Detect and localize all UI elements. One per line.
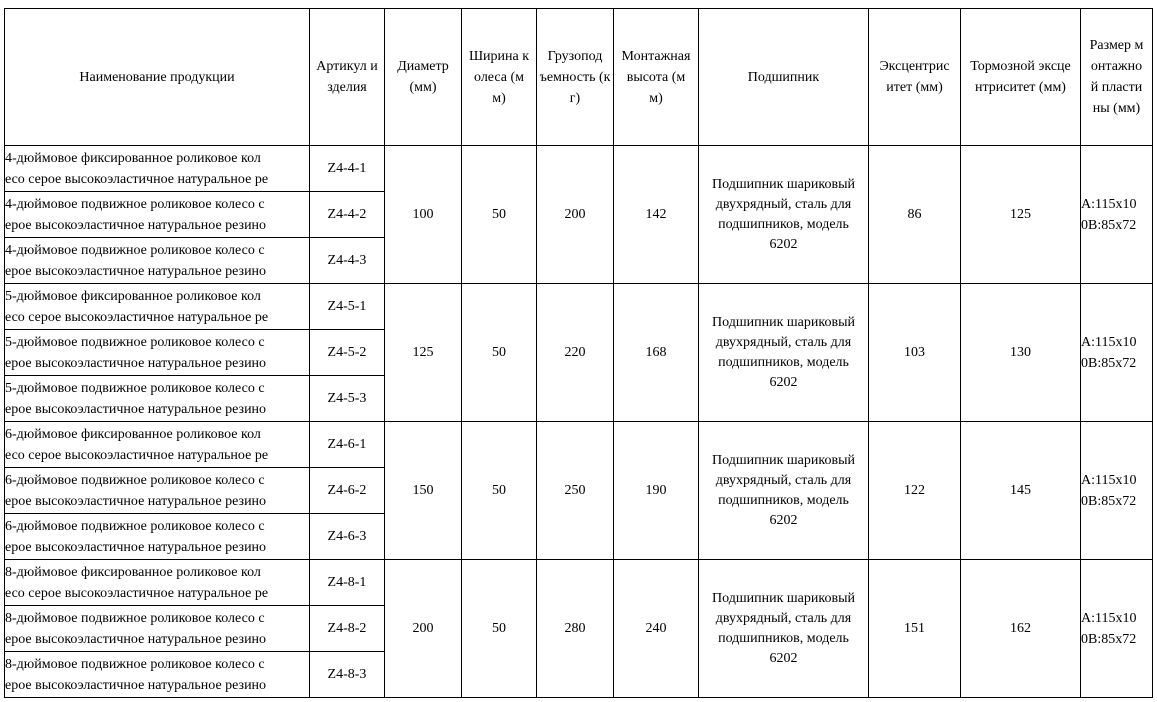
brake-eccentricity-cell: 162 bbox=[961, 560, 1081, 698]
product-name-cell: 4-дюймовое подвижное роликовое колесо с ерое высокоэластичное натуральное резино bbox=[5, 192, 310, 238]
mount-height-cell: 240 bbox=[614, 560, 699, 698]
header-brake-eccentricity: Тормозной эксце нтриситет (мм) bbox=[961, 9, 1081, 146]
width-cell: 50 bbox=[462, 422, 537, 560]
product-name-cell: 4-дюймовое подвижное роликовое колесо с ерое высокоэластичное натуральное резино bbox=[5, 238, 310, 284]
article-cell: Z4-6-3 bbox=[310, 514, 385, 560]
width-cell: 50 bbox=[462, 146, 537, 284]
product-name-cell: 6-дюймовое подвижное роликовое колесо с ерое высокоэластичное натуральное резино bbox=[5, 468, 310, 514]
header-bearing: Подшипник bbox=[699, 9, 869, 146]
article-cell: Z4-5-3 bbox=[310, 376, 385, 422]
product-name-cell: 8-дюймовое фиксированное роликовое кол есо серое высокоэластичное натуральное ре bbox=[5, 560, 310, 606]
article-cell: Z4-5-2 bbox=[310, 330, 385, 376]
capacity-cell: 280 bbox=[537, 560, 614, 698]
capacity-cell: 250 bbox=[537, 422, 614, 560]
capacity-cell: 200 bbox=[537, 146, 614, 284]
product-name-cell: 5-дюймовое подвижное роликовое колесо с ерое высокоэластичное натуральное резино bbox=[5, 376, 310, 422]
bearing-cell: Подшипник шариковый двухрядный, сталь для подшипников, модель 6202 bbox=[699, 422, 869, 560]
width-cell: 50 bbox=[462, 284, 537, 422]
product-name-cell: 6-дюймовое фиксированное роликовое кол есо серое высокоэластичное натуральное ре bbox=[5, 422, 310, 468]
plate-size-cell: A:115x10 0B:85x72 bbox=[1081, 146, 1153, 284]
article-cell: Z4-8-2 bbox=[310, 606, 385, 652]
header-article: Артикул и зделия bbox=[310, 9, 385, 146]
article-cell: Z4-5-1 bbox=[310, 284, 385, 330]
table-row bbox=[5, 560, 1153, 606]
header-name: Наименование продукции bbox=[5, 9, 310, 146]
width-cell: 50 bbox=[462, 560, 537, 698]
table-row bbox=[5, 284, 1153, 330]
product-name-cell: 8-дюймовое подвижное роликовое колесо с ерое высокоэластичное натуральное резино bbox=[5, 652, 310, 698]
mount-height-cell: 142 bbox=[614, 146, 699, 284]
mount-height-cell: 168 bbox=[614, 284, 699, 422]
eccentricity-cell: 86 bbox=[869, 146, 961, 284]
brake-eccentricity-cell: 145 bbox=[961, 422, 1081, 560]
table-row bbox=[5, 422, 1153, 468]
product-name-cell: 4-дюймовое фиксированное роликовое кол есо серое высокоэластичное натуральное ре bbox=[5, 146, 310, 192]
header-width: Ширина к олеса (м м) bbox=[462, 9, 537, 146]
product-name-cell: 8-дюймовое подвижное роликовое колесо с ерое высокоэластичное натуральное резино bbox=[5, 606, 310, 652]
product-name-cell: 6-дюймовое подвижное роликовое колесо с ерое высокоэластичное натуральное резино bbox=[5, 514, 310, 560]
table-row bbox=[5, 146, 1153, 192]
header-capacity: Грузопод ъемность (к г) bbox=[537, 9, 614, 146]
article-cell: Z4-6-1 bbox=[310, 422, 385, 468]
article-cell: Z4-4-3 bbox=[310, 238, 385, 284]
eccentricity-cell: 122 bbox=[869, 422, 961, 560]
eccentricity-cell: 103 bbox=[869, 284, 961, 422]
brake-eccentricity-cell: 130 bbox=[961, 284, 1081, 422]
header-diameter: Диаметр (мм) bbox=[385, 9, 462, 146]
plate-size-cell: A:115x10 0B:85x72 bbox=[1081, 422, 1153, 560]
eccentricity-cell: 151 bbox=[869, 560, 961, 698]
header-row bbox=[5, 9, 1153, 146]
diameter-cell: 200 bbox=[385, 560, 462, 698]
plate-size-cell: A:115x10 0B:85x72 bbox=[1081, 560, 1153, 698]
brake-eccentricity-cell: 125 bbox=[961, 146, 1081, 284]
bearing-cell: Подшипник шариковый двухрядный, сталь для подшипников, модель 6202 bbox=[699, 560, 869, 698]
header-plate-size: Размер м онтажно й пласти ны (мм) bbox=[1081, 9, 1153, 146]
product-name-cell: 5-дюймовое подвижное роликовое колесо с ерое высокоэластичное натуральное резино bbox=[5, 330, 310, 376]
bearing-cell: Подшипник шариковый двухрядный, сталь для подшипников, модель 6202 bbox=[699, 284, 869, 422]
plate-size-cell: A:115x10 0B:85x72 bbox=[1081, 284, 1153, 422]
article-cell: Z4-8-3 bbox=[310, 652, 385, 698]
header-eccentricity: Эксцентрис итет (мм) bbox=[869, 9, 961, 146]
header-mount-height: Монтажная высота (м м) bbox=[614, 9, 699, 146]
article-cell: Z4-4-2 bbox=[310, 192, 385, 238]
diameter-cell: 125 bbox=[385, 284, 462, 422]
capacity-cell: 220 bbox=[537, 284, 614, 422]
article-cell: Z4-6-2 bbox=[310, 468, 385, 514]
article-cell: Z4-4-1 bbox=[310, 146, 385, 192]
diameter-cell: 100 bbox=[385, 146, 462, 284]
mount-height-cell: 190 bbox=[614, 422, 699, 560]
product-name-cell: 5-дюймовое фиксированное роликовое кол есо серое высокоэластичное натуральное ре bbox=[5, 284, 310, 330]
product-spec-table bbox=[4, 8, 1153, 698]
diameter-cell: 150 bbox=[385, 422, 462, 560]
bearing-cell: Подшипник шариковый двухрядный, сталь для подшипников, модель 6202 bbox=[699, 146, 869, 284]
article-cell: Z4-8-1 bbox=[310, 560, 385, 606]
